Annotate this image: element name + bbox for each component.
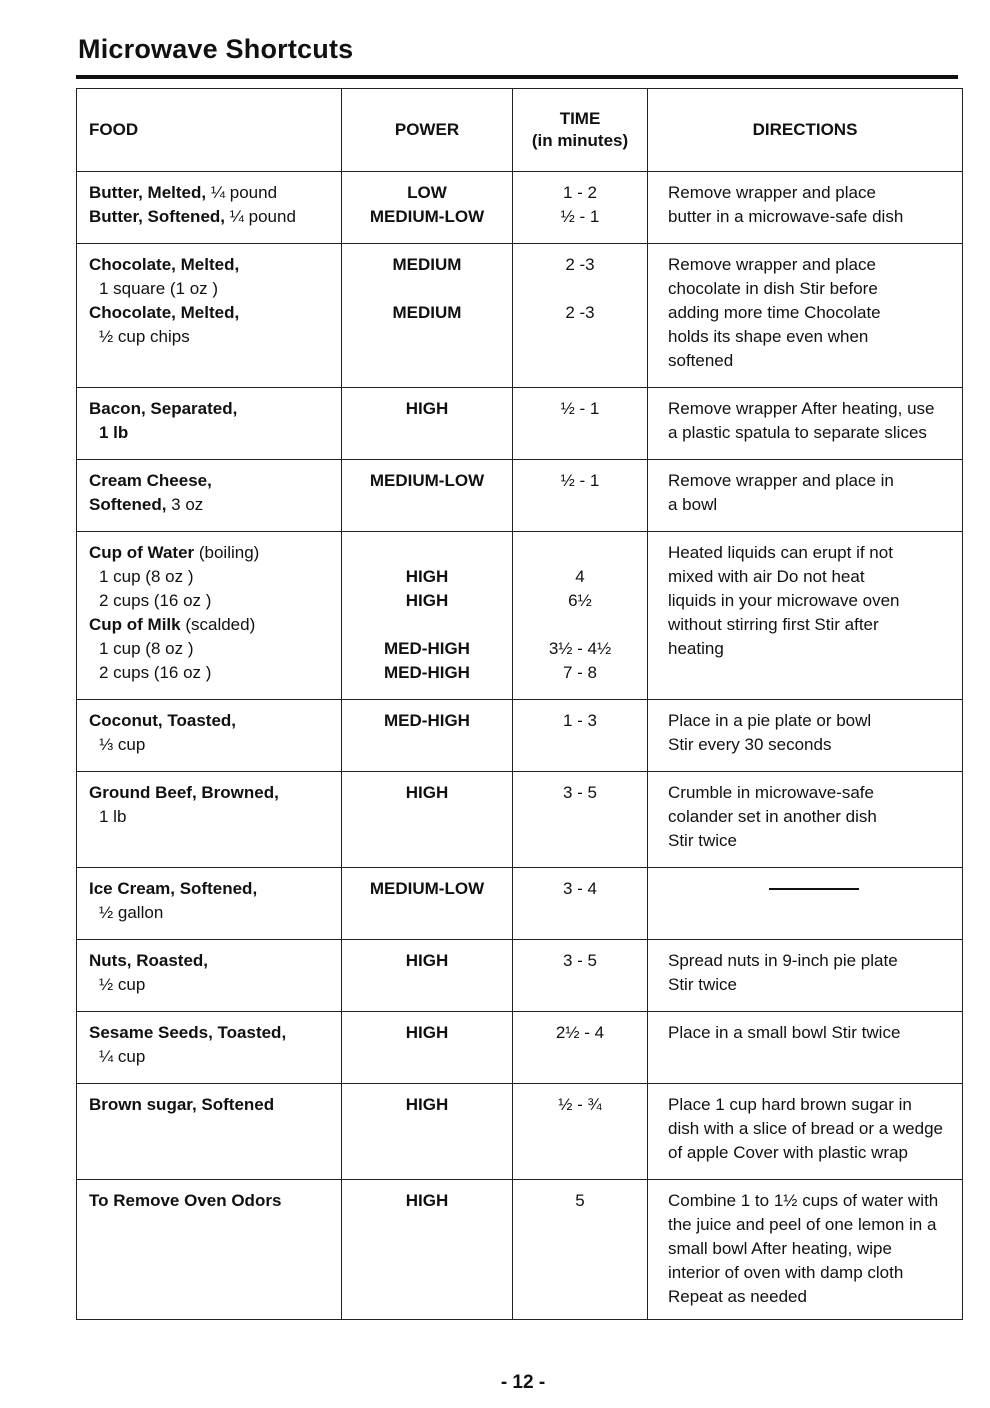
food-line — [89, 325, 341, 349]
food-detail: ½ cup — [99, 975, 146, 994]
table-row — [77, 772, 963, 868]
directions-cell — [648, 388, 963, 460]
time-value — [513, 613, 647, 637]
food-line — [89, 877, 341, 901]
time-value: ½ - 1 — [560, 207, 600, 226]
food-line — [89, 1189, 341, 1213]
time-cell — [513, 244, 648, 388]
time-value: 2 -3 — [565, 255, 595, 274]
power-value: MED-HIGH — [384, 711, 470, 730]
directions-cell — [648, 1180, 963, 1320]
power-cell — [342, 868, 513, 940]
food-name: Ground Beef, Browned, — [89, 783, 279, 802]
power-cell — [342, 940, 513, 1012]
table-row — [77, 172, 963, 244]
directions-line: butter in a microwave-safe dish — [668, 207, 904, 226]
food-cell — [77, 772, 342, 868]
power-cell — [342, 1084, 513, 1180]
empty-directions-dash — [769, 888, 859, 890]
food-name: Cup of Water — [89, 543, 195, 562]
food-line — [89, 1045, 341, 1069]
food-name: Ice Cream, Softened, — [89, 879, 258, 898]
directions-line: Stir twice — [668, 975, 737, 994]
table-row — [77, 940, 963, 1012]
directions-line: interior of oven with damp cloth — [668, 1263, 904, 1282]
directions-line: dish with a slice of bread or a wedge — [668, 1119, 943, 1138]
food-line — [89, 613, 341, 637]
directions-line: Heated liquids can erupt if not — [668, 543, 893, 562]
power-value: HIGH — [405, 1191, 449, 1210]
time-value: ½ - 1 — [560, 399, 600, 418]
power-cell — [342, 244, 513, 388]
time-value: 3½ - 4½ — [548, 639, 612, 658]
table-row — [77, 868, 963, 940]
table-row — [77, 532, 963, 700]
directions-cell — [648, 700, 963, 772]
food-name: Butter, Softened, — [89, 207, 226, 226]
table-body — [77, 172, 963, 1320]
directions-line: small bowl After heating, wipe — [668, 1239, 892, 1258]
power-cell — [342, 460, 513, 532]
power-cell — [342, 1180, 513, 1320]
food-name: Butter, Melted, — [89, 183, 207, 202]
time-cell — [513, 868, 648, 940]
food-detail: (scalded) — [180, 615, 256, 634]
food-detail: 2 cups (16 oz ) — [99, 663, 212, 682]
food-line — [89, 1021, 341, 1045]
power-value: MEDIUM — [392, 255, 462, 274]
time-cell — [513, 388, 648, 460]
directions-line: the juice and peel of one lemon in a — [668, 1215, 937, 1234]
power-value: HIGH — [405, 951, 449, 970]
table-row — [77, 388, 963, 460]
food-line — [89, 253, 341, 277]
time-cell — [513, 460, 648, 532]
food-detail: ½ gallon — [99, 903, 164, 922]
power-cell — [342, 532, 513, 700]
power-value: HIGH — [405, 1023, 449, 1042]
power-value: MEDIUM — [392, 303, 462, 322]
title-rule — [76, 75, 958, 79]
shortcuts-table — [76, 88, 963, 1320]
food-line — [89, 421, 341, 445]
table-row — [77, 1012, 963, 1084]
time-value: ½ - 1 — [560, 471, 600, 490]
table-row — [77, 1180, 963, 1320]
food-line — [89, 781, 341, 805]
power-value: MED-HIGH — [384, 639, 470, 658]
time-cell — [513, 1084, 648, 1180]
food-cell — [77, 172, 342, 244]
table-row — [77, 1084, 963, 1180]
food-name: Coconut, Toasted, — [89, 711, 237, 730]
power-value — [342, 541, 512, 565]
power-value — [342, 613, 512, 637]
food-name: To Remove Oven Odors — [89, 1191, 282, 1210]
directions-line: liquids in your microwave oven — [668, 591, 900, 610]
time-value: 7 - 8 — [562, 663, 598, 682]
food-cell — [77, 1012, 342, 1084]
directions-line: Place in a pie plate or bowl — [668, 711, 872, 730]
power-value: LOW — [407, 183, 447, 202]
header-directions: DIRECTIONS — [648, 89, 963, 172]
food-detail: 1 square (1 oz ) — [99, 279, 219, 298]
food-cell — [77, 700, 342, 772]
food-detail: 2 cups (16 oz ) — [99, 591, 212, 610]
page-number: - 12 - — [500, 1372, 546, 1393]
directions-line: Remove wrapper and place — [668, 255, 876, 274]
food-line — [89, 181, 341, 205]
food-line — [89, 901, 341, 925]
table-row — [77, 244, 963, 388]
table-row — [77, 700, 963, 772]
directions-cell — [648, 1012, 963, 1084]
food-cell — [77, 1084, 342, 1180]
power-cell — [342, 1012, 513, 1084]
header-food: FOOD — [77, 89, 342, 172]
power-value: HIGH — [405, 399, 449, 418]
directions-cell — [648, 1084, 963, 1180]
time-value — [513, 541, 647, 565]
time-value: 1 - 3 — [562, 711, 598, 730]
food-detail: 1 lb — [99, 807, 127, 826]
time-cell — [513, 700, 648, 772]
power-value: MEDIUM-LOW — [369, 879, 485, 898]
food-cell — [77, 388, 342, 460]
time-value: 2 -3 — [565, 303, 595, 322]
directions-line: a plastic spatula to separate slices — [668, 423, 927, 442]
time-cell — [513, 532, 648, 700]
directions-cell — [648, 172, 963, 244]
table-row — [77, 460, 963, 532]
time-cell — [513, 1180, 648, 1320]
power-value: MEDIUM-LOW — [369, 207, 485, 226]
power-cell — [342, 172, 513, 244]
food-line — [89, 493, 341, 517]
food-line — [89, 661, 341, 685]
directions-line: holds its shape even when — [668, 327, 869, 346]
directions-cell — [648, 940, 963, 1012]
food-detail: (boiling) — [194, 543, 260, 562]
directions-line: adding more time Chocolate — [668, 303, 881, 322]
directions-line: Stir every 30 seconds — [668, 735, 832, 754]
directions-line: Remove wrapper and place in — [668, 471, 894, 490]
food-name: 1 lb — [99, 423, 129, 442]
directions-cell — [648, 460, 963, 532]
directions-cell — [648, 772, 963, 868]
food-line — [89, 805, 341, 829]
time-value: ½ - ¾ — [558, 1095, 602, 1114]
food-line — [89, 565, 341, 589]
directions-line: Place in a small bowl Stir twice — [668, 1023, 901, 1042]
power-value: HIGH — [405, 591, 449, 610]
food-line — [89, 637, 341, 661]
food-name: Chocolate, Melted, — [89, 255, 240, 274]
time-value: 6½ — [568, 591, 592, 610]
directions-cell — [648, 868, 963, 940]
directions-cell — [648, 244, 963, 388]
food-line — [89, 277, 341, 301]
power-cell — [342, 772, 513, 868]
time-cell — [513, 940, 648, 1012]
food-line — [89, 973, 341, 997]
directions-line: Combine 1 to 1½ cups of water with — [668, 1191, 939, 1210]
directions-line: without stirring first Stir after — [668, 615, 879, 634]
time-value: 4 — [575, 567, 585, 586]
food-detail: 3 oz — [166, 495, 204, 514]
time-value — [513, 277, 647, 301]
header-time-unit: (in minutes) — [531, 131, 629, 150]
food-detail: 1 cup (8 oz ) — [99, 567, 194, 586]
power-value: HIGH — [405, 567, 449, 586]
food-line — [89, 589, 341, 613]
food-detail: ¼ cup — [99, 1047, 146, 1066]
food-line — [89, 397, 341, 421]
directions-line: of apple Cover with plastic wrap — [668, 1143, 909, 1162]
food-line — [89, 733, 341, 757]
food-cell — [77, 940, 342, 1012]
food-cell — [77, 244, 342, 388]
header-power: POWER — [342, 89, 513, 172]
power-value: MED-HIGH — [384, 663, 470, 682]
food-detail: ½ cup chips — [99, 327, 190, 346]
directions-line: Stir twice — [668, 831, 737, 850]
directions-line: chocolate in dish Stir before — [668, 279, 878, 298]
time-value: 3 - 4 — [562, 879, 598, 898]
food-name: Sesame Seeds, Toasted, — [89, 1023, 287, 1042]
power-value: HIGH — [405, 1095, 449, 1114]
time-value: 3 - 5 — [562, 951, 598, 970]
power-value — [342, 277, 512, 301]
directions-line: Crumble in microwave-safe — [668, 783, 874, 802]
directions-line: Repeat as needed — [668, 1287, 807, 1306]
food-line — [89, 1093, 341, 1117]
directions-line: Remove wrapper After heating, use — [668, 399, 935, 418]
food-line — [89, 541, 341, 565]
food-name: Cup of Milk — [89, 615, 181, 634]
time-value: 5 — [575, 1191, 585, 1210]
directions-line: heating — [668, 639, 724, 658]
time-value: 1 - 2 — [562, 183, 598, 202]
time-cell — [513, 772, 648, 868]
food-cell — [77, 868, 342, 940]
food-name: Brown sugar, Softened — [89, 1095, 275, 1114]
directions-line: colander set in another dish — [668, 807, 877, 826]
power-value: HIGH — [405, 783, 449, 802]
food-line — [89, 949, 341, 973]
food-line — [89, 301, 341, 325]
time-value: 3 - 5 — [562, 783, 598, 802]
directions-line: Place 1 cup hard brown sugar in — [668, 1095, 912, 1114]
page-title: Microwave Shortcuts — [78, 34, 354, 64]
header-time — [513, 89, 648, 172]
header-time-label: TIME — [559, 109, 601, 128]
food-cell — [77, 1180, 342, 1320]
food-name: Softened, — [89, 495, 167, 514]
food-cell — [77, 532, 342, 700]
food-detail: ¼ pound — [206, 183, 278, 202]
time-cell — [513, 172, 648, 244]
food-line — [89, 205, 341, 229]
food-detail: 1 cup (8 oz ) — [99, 639, 194, 658]
directions-line: mixed with air Do not heat — [668, 567, 865, 586]
food-detail: ¼ pound — [225, 207, 296, 226]
food-line — [89, 709, 341, 733]
power-cell — [342, 700, 513, 772]
power-cell — [342, 388, 513, 460]
time-cell — [513, 1012, 648, 1084]
food-name: Chocolate, Melted, — [89, 303, 240, 322]
time-value: 2½ - 4 — [555, 1023, 605, 1042]
food-name: Cream Cheese, — [89, 471, 212, 490]
food-detail: ⅓ cup — [99, 735, 146, 754]
food-name: Nuts, Roasted, — [89, 951, 209, 970]
directions-cell — [648, 532, 963, 700]
food-cell — [77, 460, 342, 532]
directions-line: a bowl — [668, 495, 718, 514]
directions-line: Spread nuts in 9-inch pie plate — [668, 951, 898, 970]
food-name: Bacon, Separated, — [89, 399, 238, 418]
directions-line: softened — [668, 351, 734, 370]
table-header-row — [77, 89, 963, 172]
food-line — [89, 469, 341, 493]
directions-line: Remove wrapper and place — [668, 183, 876, 202]
power-value: MEDIUM-LOW — [369, 471, 485, 490]
